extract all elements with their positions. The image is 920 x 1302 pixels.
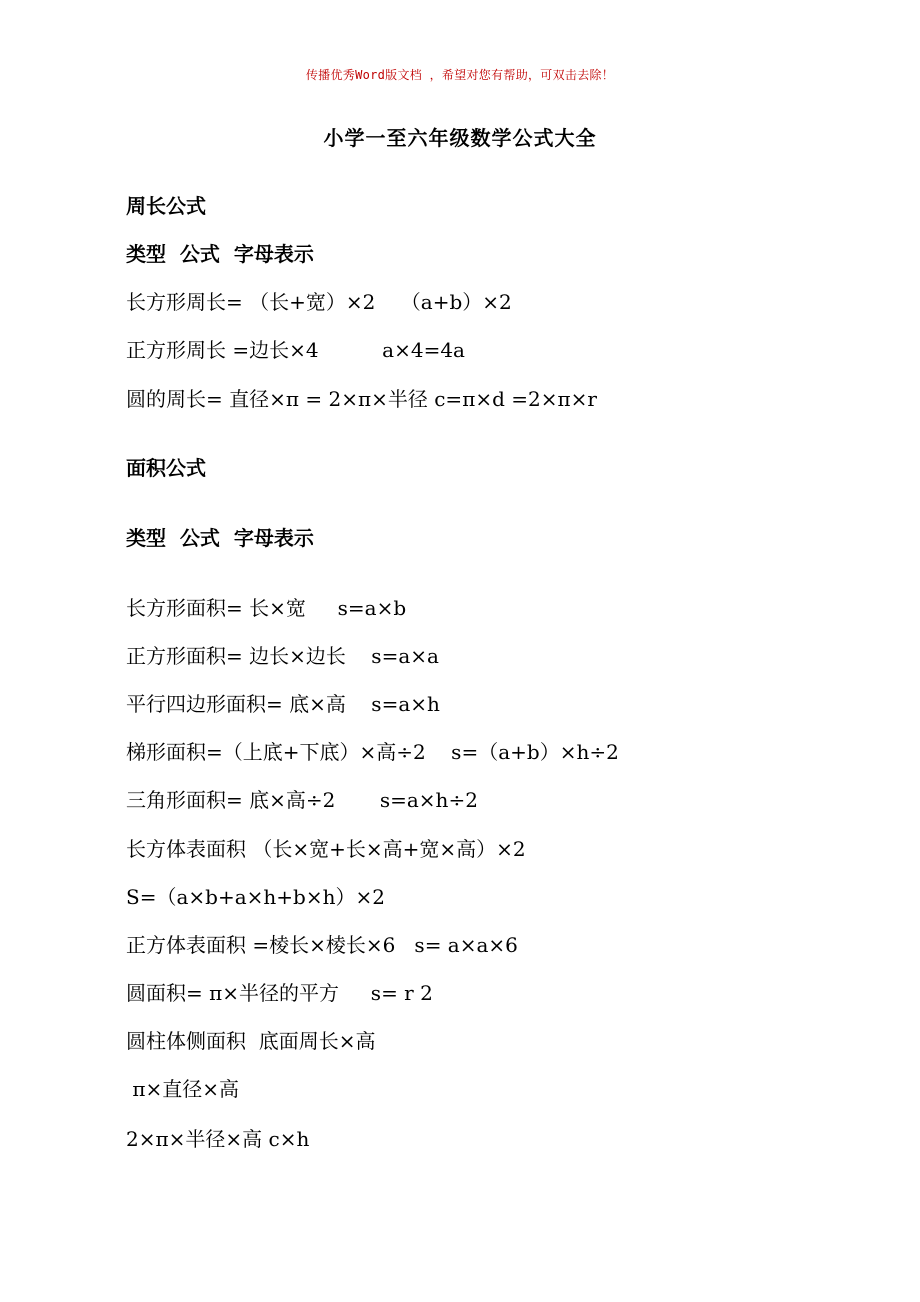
area-cube-surface-row: 正方体表面积 =棱长×棱长×6 s= a×a×6 [126, 933, 518, 957]
area-heading: 面积公式 [126, 456, 206, 480]
perimeter-circle-row: 圆的周长= 直径×π = 2×π×半径 c=π×d =2×π×r [126, 387, 597, 411]
area-rectangle-row: 长方形面积= 长×宽 s=a×b [126, 596, 407, 620]
document-title: 小学一至六年级数学公式大全 [323, 126, 597, 150]
area-parallelogram-row: 平行四边形面积= 底×高 s=a×h [126, 692, 440, 716]
area-circle-row: 圆面积= π×半径的平方 s= r 2 [126, 981, 433, 1005]
area-cylinder-lateral-row: 圆柱体侧面积 底面周长×高 [126, 1029, 376, 1053]
area-cylinder-radius-row: 2×π×半径×高 c×h [126, 1127, 310, 1151]
perimeter-heading: 周长公式 [126, 194, 206, 218]
area-trapezoid-row: 梯形面积=（上底+下底）×高÷2 s=（a+b）×h÷2 [126, 740, 619, 764]
area-cuboid-formula-row: S=（a×b+a×h+b×h）×2 [126, 885, 385, 909]
watermark-text: 传播优秀Word版文档 ，希望对您有帮助，可双击去除！ [305, 68, 615, 82]
area-square-row: 正方形面积= 边长×边长 s=a×a [126, 644, 439, 668]
perimeter-square-row: 正方形周长 =边长×4 a×4=4a [126, 338, 465, 362]
area-cylinder-diameter-row: π×直径×高 [126, 1077, 240, 1101]
area-triangle-row: 三角形面积= 底×高÷2 s=a×h÷2 [126, 788, 478, 812]
perimeter-rectangle-row: 长方形周长= （长+宽）×2 （a+b）×2 [126, 290, 512, 314]
perimeter-column-headers: 类型 公式 字母表示 [126, 242, 314, 266]
area-cuboid-surface-row: 长方体表面积 （长×宽+长×高+宽×高）×2 [126, 837, 526, 861]
area-column-headers: 类型 公式 字母表示 [126, 526, 314, 550]
